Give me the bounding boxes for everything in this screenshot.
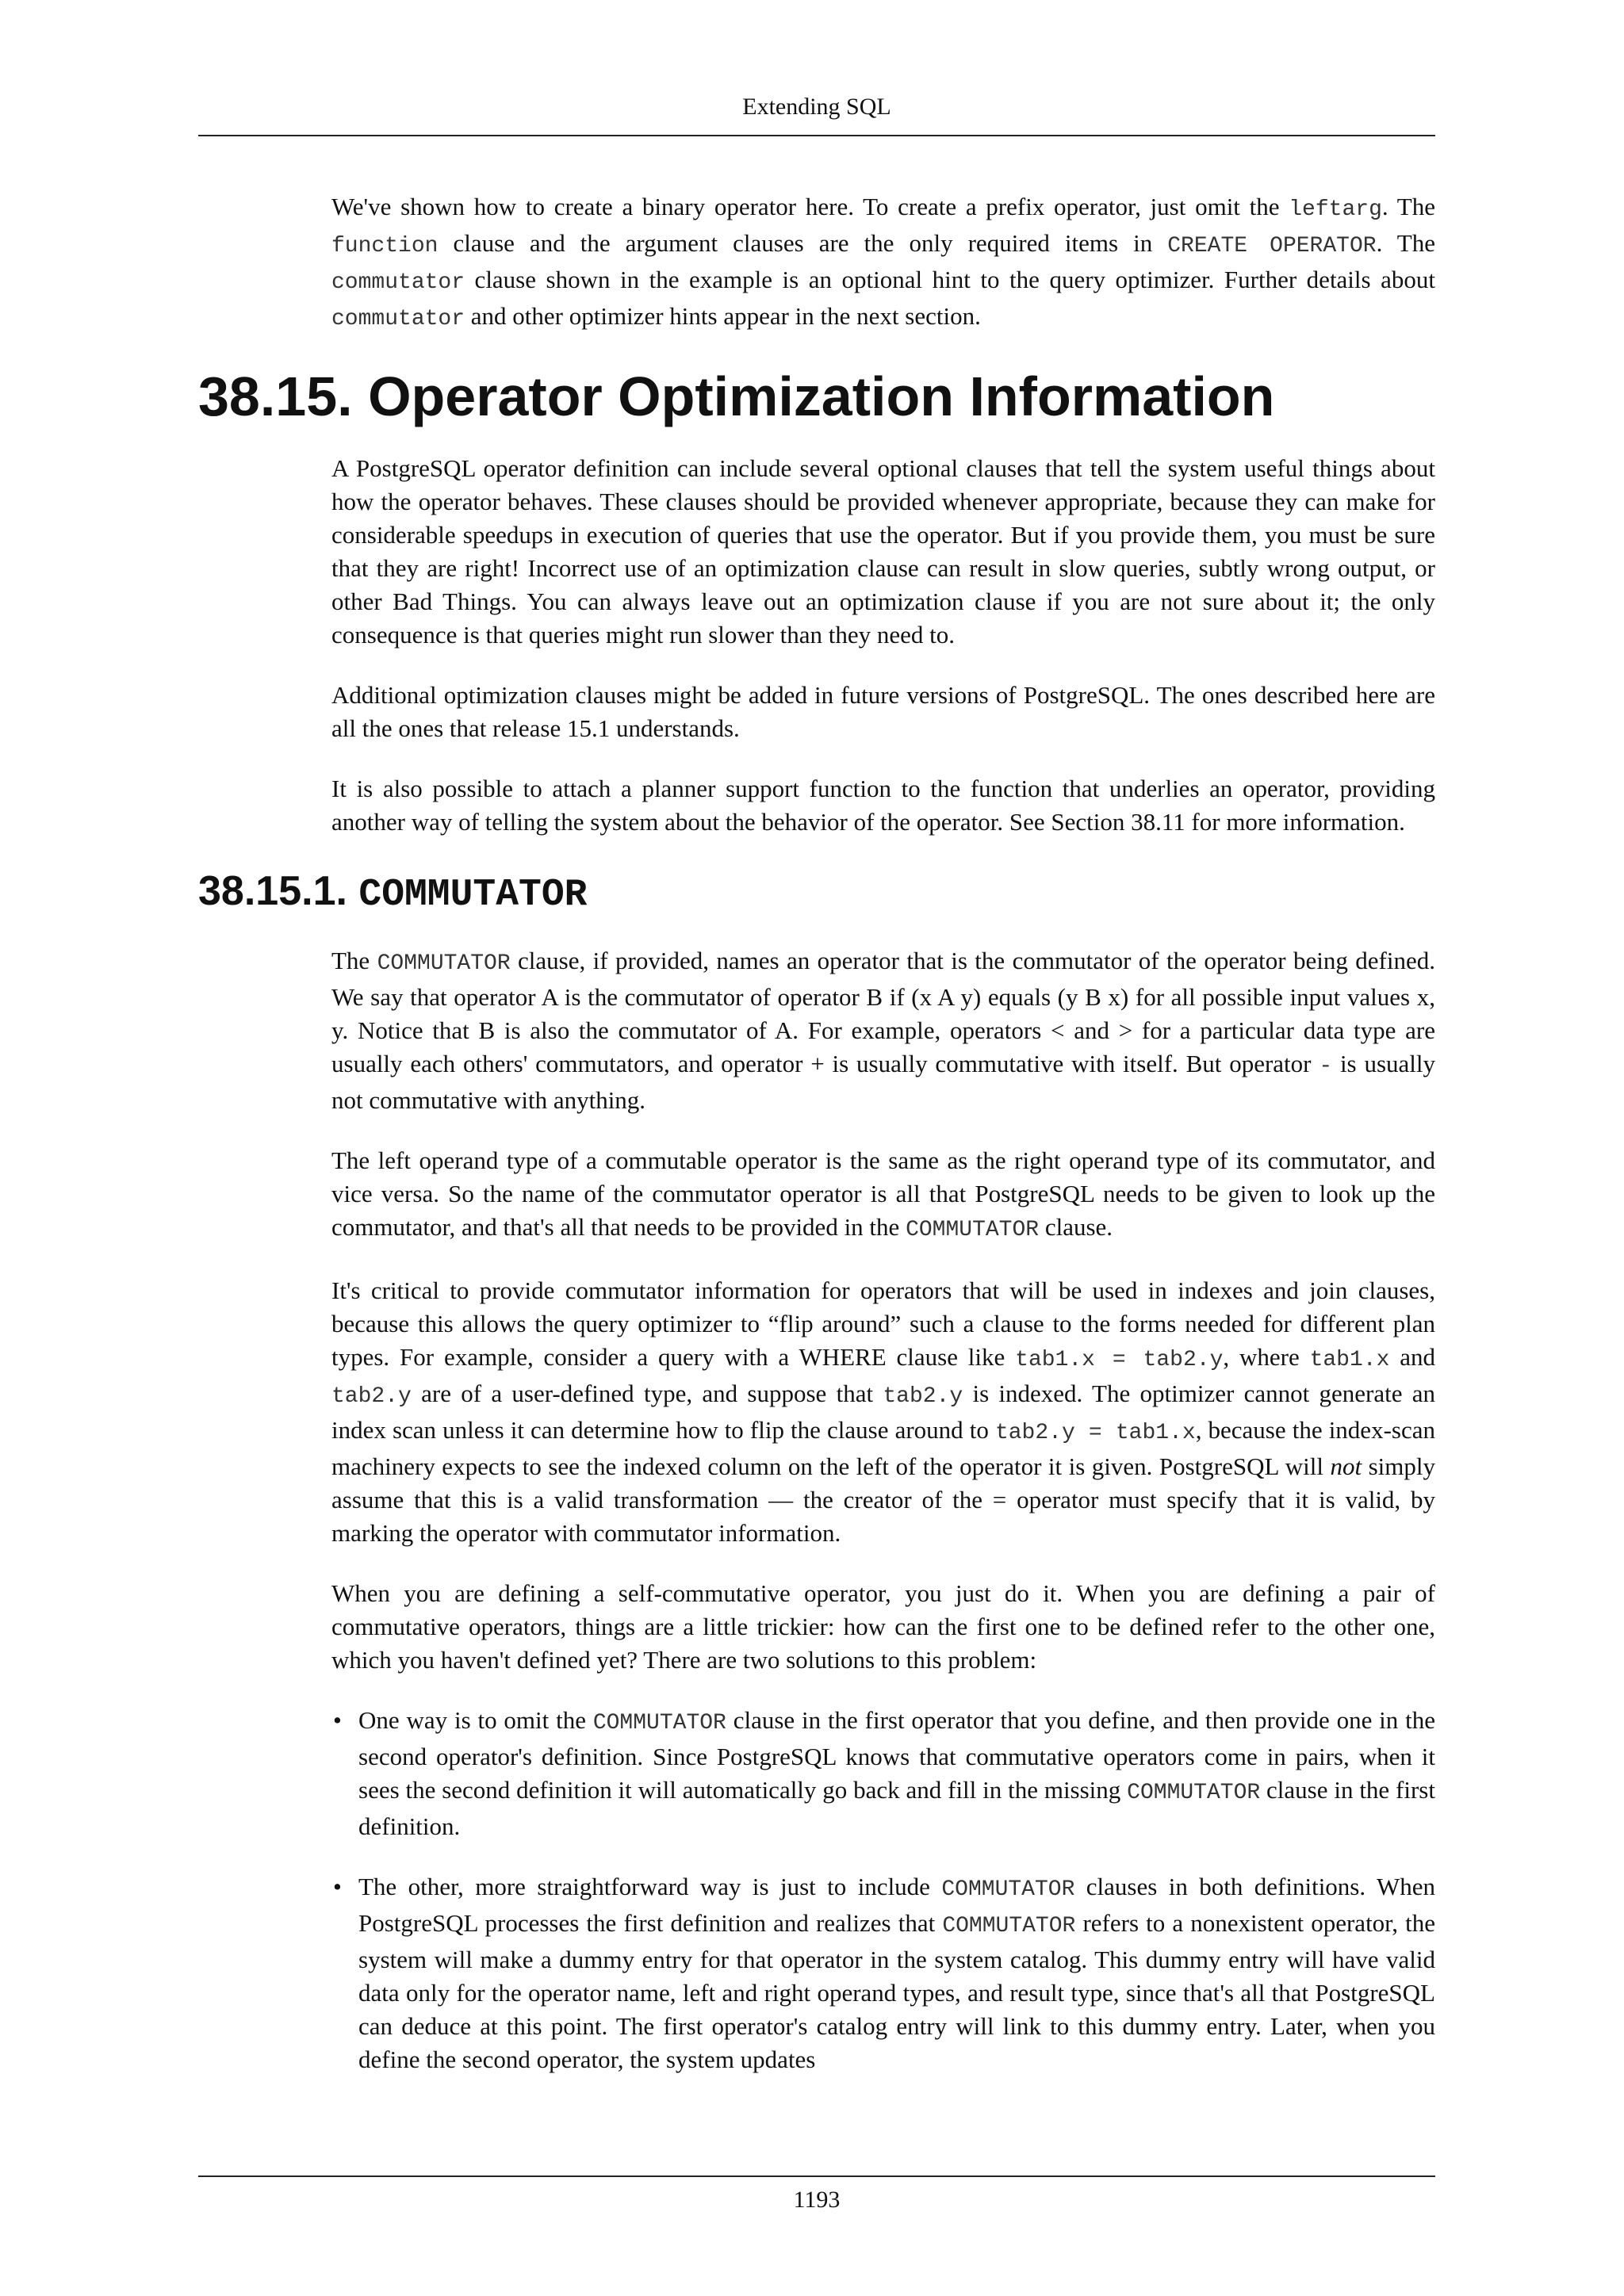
commutator-paragraph-4: When you are defining a self-commutative operator, you just do it. When you are defining a pair of commutative operators, things are a little trickier: how can the first one to be defined refer to the other one, which you haven't defined yet? There are two solutions to this problem:	[331, 1579, 1435, 1674]
header-rule	[198, 135, 1435, 136]
solutions-list	[331, 1704, 1435, 2076]
code-commutator: COMMUTATOR	[377, 951, 511, 976]
code-minus: -	[1319, 1054, 1333, 1079]
code-commutator: commutator	[331, 270, 465, 295]
page-content	[0, 190, 1624, 2103]
subsection-title-code: COMMUTATOR	[358, 874, 588, 916]
code-tab2y: tab2.y	[883, 1384, 963, 1409]
page-number: 1193	[793, 2187, 841, 2213]
section-heading: 38.15. Operator Optimization Information	[198, 365, 1275, 427]
code-commutator: COMMUTATOR	[941, 1877, 1075, 1902]
intro-paragraph: We've shown how to create a binary operator here. To create a prefix operator, just omit the leftarg. The function clause and the argument clauses are the only required items in CREATE OPERATOR. The commutator clause shown in the example is an optional hint to the query optimizer. Further details about commutator and other optimizer hints appear in the next section.	[331, 193, 1435, 331]
code-function: function	[331, 234, 439, 258]
list-item: • One way is to omit the COMMUTATOR clause in the first operator that you define, and then provide one in the second operator's definition. Since PostgreSQL knows that commutative operators come in pairs, when it sees the second definition it will automatically go back and fill in the missing COMMUTATOR clause in the first definition.	[331, 1704, 1435, 1843]
emphasis-not: not	[1330, 1452, 1362, 1480]
section-paragraph-2: Additional optimization clauses might be added in future versions of PostgreSQL. The ones described here are all the ones that release 15.1 understands.	[331, 681, 1435, 742]
code-commutator: commutator	[331, 307, 465, 331]
running-header: Extending SQL	[742, 94, 891, 120]
commutator-paragraph-3: It's critical to provide commutator information for operators that will be used in indexes and join clauses, because this allows the query optimizer to “flip around” such a clause to the forms needed for different plan types. For example, consider a query with a WHERE clause like tab1.x = tab2.y, where tab1.x and tab2.y are of a user-defined type, and suppose that tab2.y is indexed. The optimizer cannot generate an index scan unless it can determine how to flip the clause around to tab2.y = tab1.x, because the index-scan machinery expects to see the indexed column on the left of the operator it is given. PostgreSQL will not simply assume that this is a valid transformation — the creator of the = operator must specify that it is valid, by marking the operator with commutator information.	[331, 1276, 1436, 1547]
subsection-heading	[198, 866, 1624, 920]
code-leftarg: leftarg	[1289, 197, 1382, 222]
code-tab2y-eq-tab1x: tab2.y = tab1.x	[994, 1421, 1196, 1445]
code-tab2y: tab2.y	[331, 1384, 412, 1409]
code-tab1x-eq-tab2y: tab1.x = tab2.y	[1015, 1348, 1224, 1372]
list-item: • The other, more straightforward way is just to include COMMUTATOR clauses in both definitions. When PostgreSQL processes the first definition and realizes that COMMUTATOR refers to a nonexistent operator, the system will make a dummy entry for that operator in the system catalog. This dummy entry will have valid data only for the operator name, left and right operand types, and result type, since that's all that PostgreSQL can deduce at this point. The first operator's catalog entry will link to this dummy entry. Later, when you define the second operator, the system updates	[331, 1870, 1435, 2076]
code-commutator: COMMUTATOR	[1127, 1781, 1261, 1805]
code-create-operator: CREATE OPERATOR	[1167, 234, 1377, 258]
section-paragraph-1: A PostgreSQL operator definition can include several optional clauses that tell the system useful things about how the operator behaves. These clauses should be provided whenever appropriate, because they can make for considerable speedups in execution of queries that use the operator. But if you provide them, you must be sure that they are right! Incorrect use of an optimization clause can result in slow queries, subtly wrong output, or other Bad Things. You can always leave out an optimization clause if you are not sure about it; the only consequence is that queries might run slower than they need to.	[331, 454, 1435, 649]
bullet-icon: •	[333, 1706, 342, 1734]
bullet-icon: •	[333, 1873, 342, 1900]
code-commutator: COMMUTATOR	[906, 1218, 1040, 1242]
subsection-number: 38.15.1.	[198, 868, 359, 914]
commutator-paragraph-2: The left operand type of a commutable operator is the same as the right operand type of its commutator, and vice versa. So the name of the commutator operator is all that PostgreSQL needs to be given to look up the commutator, and that's all that needs to be provided in the COMMUTATOR clause.	[331, 1146, 1435, 1242]
footer-rule	[198, 2175, 1435, 2177]
code-tab1x: tab1.x	[1309, 1348, 1390, 1372]
code-commutator: COMMUTATOR	[592, 1711, 726, 1735]
section-paragraph-3: It is also possible to attach a planner support function to the function that underlies an operator, providing another way of telling the system about the behavior of the operator. See Section 38.11 for more information.	[331, 775, 1435, 836]
code-commutator: COMMUTATOR	[942, 1914, 1076, 1938]
commutator-paragraph-1: The COMMUTATOR clause, if provided, names an operator that is the commutator of the operator being defined. We say that operator A is the commutator of operator B if (x A y) equals (y B x) for all possible input values x, y. Notice that B is also the commutator of A. For example, operators < and > for a particular data type are usually each others' commutators, and operator + is usually commutative with itself. But operator - is usually not commutative with anything.	[331, 947, 1435, 1114]
